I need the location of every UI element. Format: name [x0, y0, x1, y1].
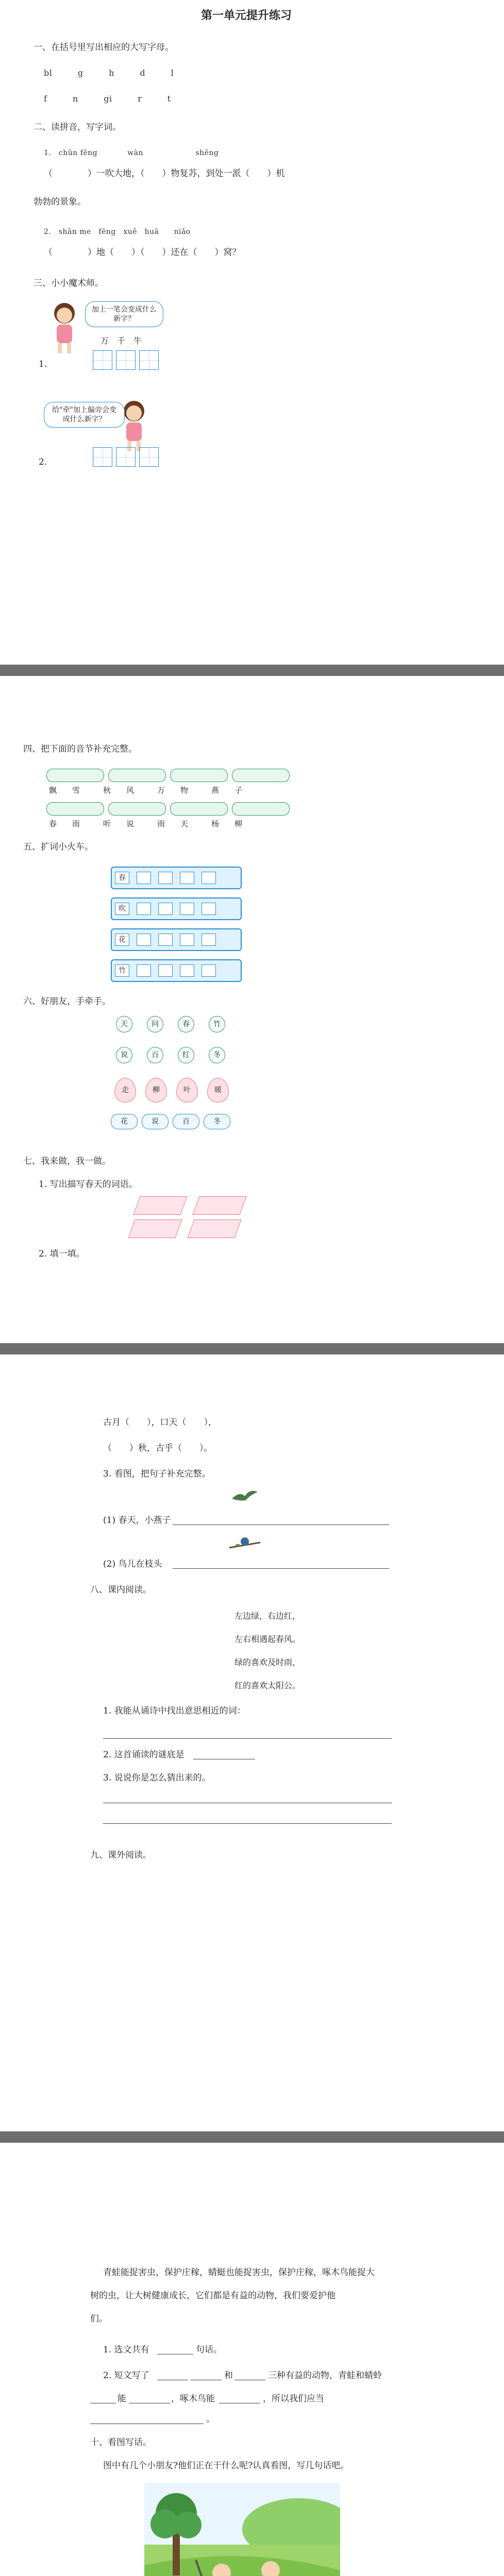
train-car[interactable]	[137, 903, 151, 915]
word-bead[interactable]: 红	[178, 1047, 194, 1063]
question-3: 3. 看图，把句子补充完整。	[103, 1469, 211, 1479]
q7-1: 1. 写出描写春天的词语。	[39, 1179, 138, 1190]
word-bead[interactable]: 问	[147, 1016, 163, 1032]
train-car[interactable]	[201, 872, 216, 884]
question-2: 二、读拼音，写字词。	[33, 122, 121, 132]
syllable-leaf	[170, 802, 228, 816]
q8-1: 1. 我能从诵诗中找出意思相近的词：	[103, 1706, 246, 1716]
q2-1-pinyin: 1. chūn fēng wàn shēng	[44, 149, 219, 157]
children-planting-picture	[144, 2483, 340, 2576]
writing-box[interactable]	[93, 447, 112, 467]
train-car[interactable]	[201, 903, 216, 915]
word-pill[interactable]: 冬	[204, 1114, 230, 1129]
q2-line2-a: 能	[117, 2394, 126, 2404]
word-drop[interactable]: 暖	[207, 1078, 229, 1103]
train-car[interactable]	[137, 872, 151, 884]
q8-3: 3. 说说你是怎么猜出来的。	[103, 1773, 211, 1783]
word-train	[111, 928, 242, 951]
word-pill[interactable]: 花	[111, 1114, 138, 1129]
q1: 1. 选文共有	[103, 2345, 149, 2355]
answer-parallelogram[interactable]	[187, 1219, 241, 1238]
q2-2-pinyin: 2. shān me fēng xuě huā niǎo	[44, 228, 191, 236]
word-drop[interactable]: 走	[114, 1078, 136, 1103]
word-pill[interactable]: 说	[142, 1114, 169, 1129]
word-bead[interactable]: 天	[116, 1016, 132, 1032]
page-2	[0, 676, 504, 1343]
word-bead[interactable]: 春	[178, 1016, 194, 1032]
fill-line-1: 古月（ ），口天（ ），	[103, 1417, 217, 1428]
word-bead[interactable]: 百	[147, 1047, 163, 1063]
question-9: 九、课外阅读。	[90, 1850, 152, 1860]
writing-box[interactable]	[116, 350, 136, 370]
speech-bubble-2: 给"牵"加上偏旁会变成什么新字？	[44, 402, 125, 428]
speech-bubble-1: 加上一笔会变成什么新字？	[85, 301, 163, 327]
q2-line2-b: ，啄木鸟能	[171, 2394, 215, 2404]
answer-parallelogram[interactable]	[133, 1196, 187, 1215]
question-10: 十、看图写话。	[90, 2437, 152, 2448]
answer-parallelogram[interactable]	[192, 1196, 246, 1215]
train-car[interactable]	[180, 872, 194, 884]
q1-tail: 句话。	[196, 2345, 222, 2355]
page-title: 第一单元提升练习	[201, 9, 292, 22]
page-divider	[0, 1343, 504, 1354]
syllable-leaf	[232, 802, 290, 816]
answer-line[interactable]	[103, 1823, 392, 1824]
q10-text: 图中有几个小朋友?他们正在干什么呢?认真看图，写几句话吧。	[103, 2461, 349, 2471]
syllable-leaf	[108, 802, 166, 816]
word-train	[111, 959, 242, 982]
word-train	[111, 867, 242, 889]
word-pill[interactable]: 百	[173, 1114, 199, 1129]
swallow-illustration	[229, 1486, 260, 1506]
q3-1-label: 1.	[39, 359, 47, 369]
train-car[interactable]	[201, 934, 216, 946]
q7-2: 2. 填一填。	[39, 1249, 85, 1259]
word-bead[interactable]: 冬	[209, 1047, 225, 1063]
syllable-labels-1: 飘 雪 秋 风 万 物 燕 子	[49, 786, 243, 795]
letter-row-2: f n gi r t	[44, 94, 171, 104]
syllable-labels-2: 春 雨 听 说 雨 天 杨 柳	[49, 819, 243, 828]
q2-line2-c: ，所以我们应当	[263, 2394, 324, 2404]
q3-2: (2) 鸟儿在枝头	[103, 1559, 162, 1569]
syllable-leaf	[46, 769, 104, 782]
poem-line: 左边绿，右边红，	[234, 1611, 301, 1621]
answer-line[interactable]	[173, 1568, 389, 1569]
q2-2-text: （ ）地（ ）（ ）还在（ ）窝？	[44, 247, 241, 258]
train-head: 竹	[115, 964, 129, 977]
q8-2: 2. 这首诵读的谜底是	[103, 1750, 184, 1760]
poem-line: 绿的喜欢及时雨，	[234, 1657, 301, 1667]
page-3	[0, 1354, 504, 2131]
train-car[interactable]	[158, 872, 173, 884]
train-head: 春	[115, 872, 129, 884]
q3-1-chars: 万 千 牛	[100, 336, 142, 346]
page-divider	[0, 665, 504, 676]
question-1: 一、在括号里写出相应的大写字母。	[33, 42, 174, 53]
writing-box[interactable]	[139, 447, 159, 467]
train-car[interactable]	[158, 934, 173, 946]
answer-line[interactable]	[103, 1738, 392, 1739]
train-car[interactable]	[137, 964, 151, 977]
writing-box[interactable]	[139, 350, 159, 370]
q2-mid-2: 三种有益的动物，青蛙和蜻蛉	[268, 2370, 382, 2381]
question-5: 五、扩词小火车。	[23, 842, 93, 852]
q2-1-text-2: 勃勃的景象。	[33, 197, 86, 207]
train-car[interactable]	[180, 964, 194, 977]
word-bead[interactable]: 竹	[209, 1016, 225, 1032]
q2: 2. 短文写了	[103, 2370, 149, 2381]
train-car[interactable]	[201, 964, 216, 977]
train-car[interactable]	[180, 903, 194, 915]
question-4: 四、把下面的音节补充完整。	[23, 744, 137, 754]
word-drop[interactable]: 叶	[176, 1078, 198, 1103]
q3-2-label: 2.	[39, 457, 47, 467]
question-7: 七、我来做，我一做。	[23, 1156, 111, 1166]
writing-box[interactable]	[93, 350, 112, 370]
train-head: 花	[115, 934, 129, 946]
answer-line[interactable]	[173, 1524, 389, 1525]
fill-line-2: （ ）秋，古乎（ ）。	[103, 1443, 213, 1453]
word-bead[interactable]: 说	[116, 1047, 132, 1063]
word-train	[111, 897, 242, 920]
q3-1: (1) 春天，小燕子	[103, 1515, 171, 1526]
train-car[interactable]	[137, 934, 151, 946]
girl-illustration	[46, 299, 82, 355]
q2-1-text: （ ）一吹大地，（ ）物复苏，到处一派（ ）机	[44, 168, 285, 179]
question-3: 三、小小魔术师。	[33, 278, 104, 289]
passage-line-2: 树的虫，让大树健康成长，它们都是有益的动物，我们要爱护他	[90, 2291, 335, 2301]
train-car[interactable]	[158, 964, 173, 977]
question-8: 八、课内阅读。	[90, 1585, 152, 1595]
question-6: 六、好朋友，手牵手。	[23, 996, 111, 1007]
train-car[interactable]	[180, 934, 194, 946]
q2-end: 。	[206, 2414, 215, 2425]
page-divider	[0, 2131, 504, 2143]
syllable-leaf	[170, 769, 228, 782]
passage-line-1: 青蛙能捉害虫，保护庄稼，蜻蜓也能捉害虫，保护庄稼，啄木鸟能捉大	[103, 2267, 375, 2278]
answer-parallelogram[interactable]	[128, 1219, 182, 1238]
passage-line-3: 们。	[90, 2314, 108, 2324]
page-1	[0, 0, 504, 665]
bird-illustration	[227, 1532, 263, 1553]
poem-line: 左右相遇起春风。	[234, 1634, 301, 1644]
word-drop[interactable]: 柳	[145, 1078, 167, 1103]
train-car[interactable]	[158, 903, 173, 915]
page-4	[0, 2143, 504, 2576]
syllable-leaf	[232, 769, 290, 782]
train-head: 吹	[115, 903, 129, 915]
poem-line: 红的喜欢太阳公。	[234, 1681, 301, 1690]
letter-row-1: bl g h d l	[44, 68, 174, 78]
q2-mid-1: 和	[224, 2370, 233, 2381]
syllable-leaf	[46, 802, 104, 816]
writing-box[interactable]	[116, 447, 136, 467]
syllable-leaf	[108, 769, 166, 782]
